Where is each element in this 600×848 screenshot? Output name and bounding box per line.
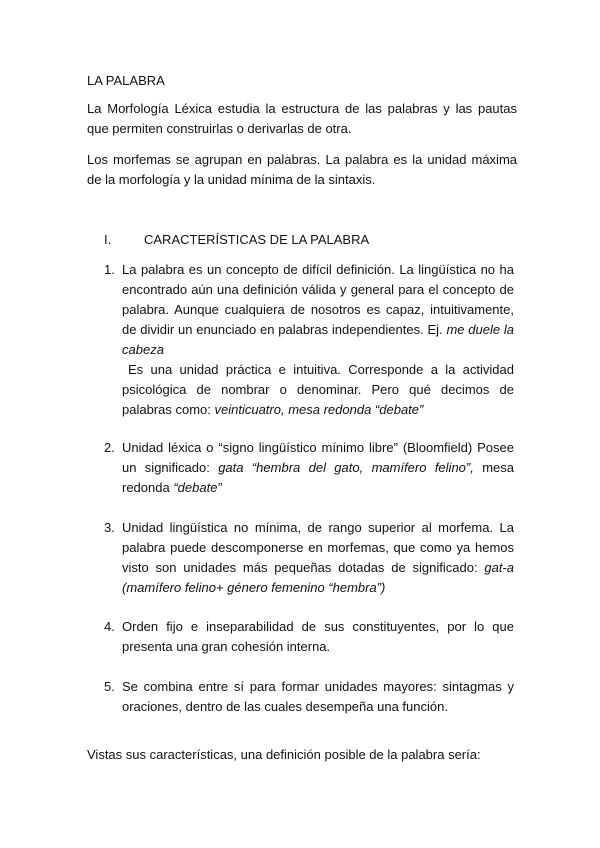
example-text: “debate”: [173, 480, 222, 495]
page-title: LA PALABRA: [87, 73, 165, 88]
list-item-text: Orden fijo e inseparabilidad de sus constituyentes, por lo que presenta una gran cohesión interna.: [122, 619, 514, 654]
list-item-text: Unidad lingüística no mínima, de rango superior al morfema. La palabra puede descomponerse en morfemas, que como ya hemos visto son unidades más pequeñas dotadas de significado: gat-a (mamífero felino+ género femenino “hembra”): [122, 520, 514, 595]
example-text: veinticuatro, mesa redonda “debate”: [214, 402, 424, 417]
closing-paragraph: Vistas sus características, una definición posible de la palabra sería:: [87, 747, 481, 762]
intro-paragraph-2: Los morfemas se agrupan en palabras. La palabra es la unidad máxima de la morfología y la unidad mínima de la sintaxis.: [87, 152, 517, 187]
list-item-text: La palabra es un concepto de difícil definición. La lingüística no ha encontrado aún una definición válida y general para el concepto de palabra. Aunque cualquiera de nosotros es capaz, intuitivamente, de dividir un enunciado en palabras independientes. Ej. me duele la cabeza: [122, 262, 514, 357]
list-item: [104, 518, 514, 598]
list-item-number: 5.: [104, 679, 115, 694]
list-item-number: 3.: [104, 520, 115, 535]
section-number: I.: [104, 232, 112, 247]
list-item: [104, 617, 514, 657]
list-item: [104, 677, 514, 717]
intro-paragraph-1: La Morfología Léxica estudia la estructura de las palabras y las pautas que permiten construirlas o derivarlas de otra.: [87, 101, 517, 136]
list-item-number: 1.: [104, 262, 115, 277]
list-item-text: Se combina entre sí para formar unidades mayores: sintagmas y oraciones, dentro de las cuales desempeña una función.: [122, 679, 514, 714]
example-text: gata “hembra del gato, mamífero felino”,: [218, 460, 474, 475]
list-item: [104, 438, 514, 498]
list-item-number: 2.: [104, 440, 115, 455]
list-item-extra-text: Es una unidad práctica e intuitiva. Corresponde a la actividad psicológica de nombrar o denominar. Pero qué decimos de palabras como: veinticuatro, mesa redonda “debate”: [122, 362, 514, 417]
list-item-text: Unidad léxica o “signo lingüístico mínimo libre” (Bloomfield) Posee un significado: gata “hembra del gato, mamífero felino”, mesa redonda “debate”: [122, 440, 514, 495]
section-title: CARACTERÍSTICAS DE LA PALABRA: [144, 232, 370, 247]
list-item-number: 4.: [104, 619, 115, 634]
example-text: me duele la cabeza: [122, 322, 514, 357]
section-heading: [104, 230, 369, 250]
example-text: gat-a (mamífero felino+ género femenino “hembra”): [122, 560, 514, 595]
list-item: [104, 260, 514, 420]
